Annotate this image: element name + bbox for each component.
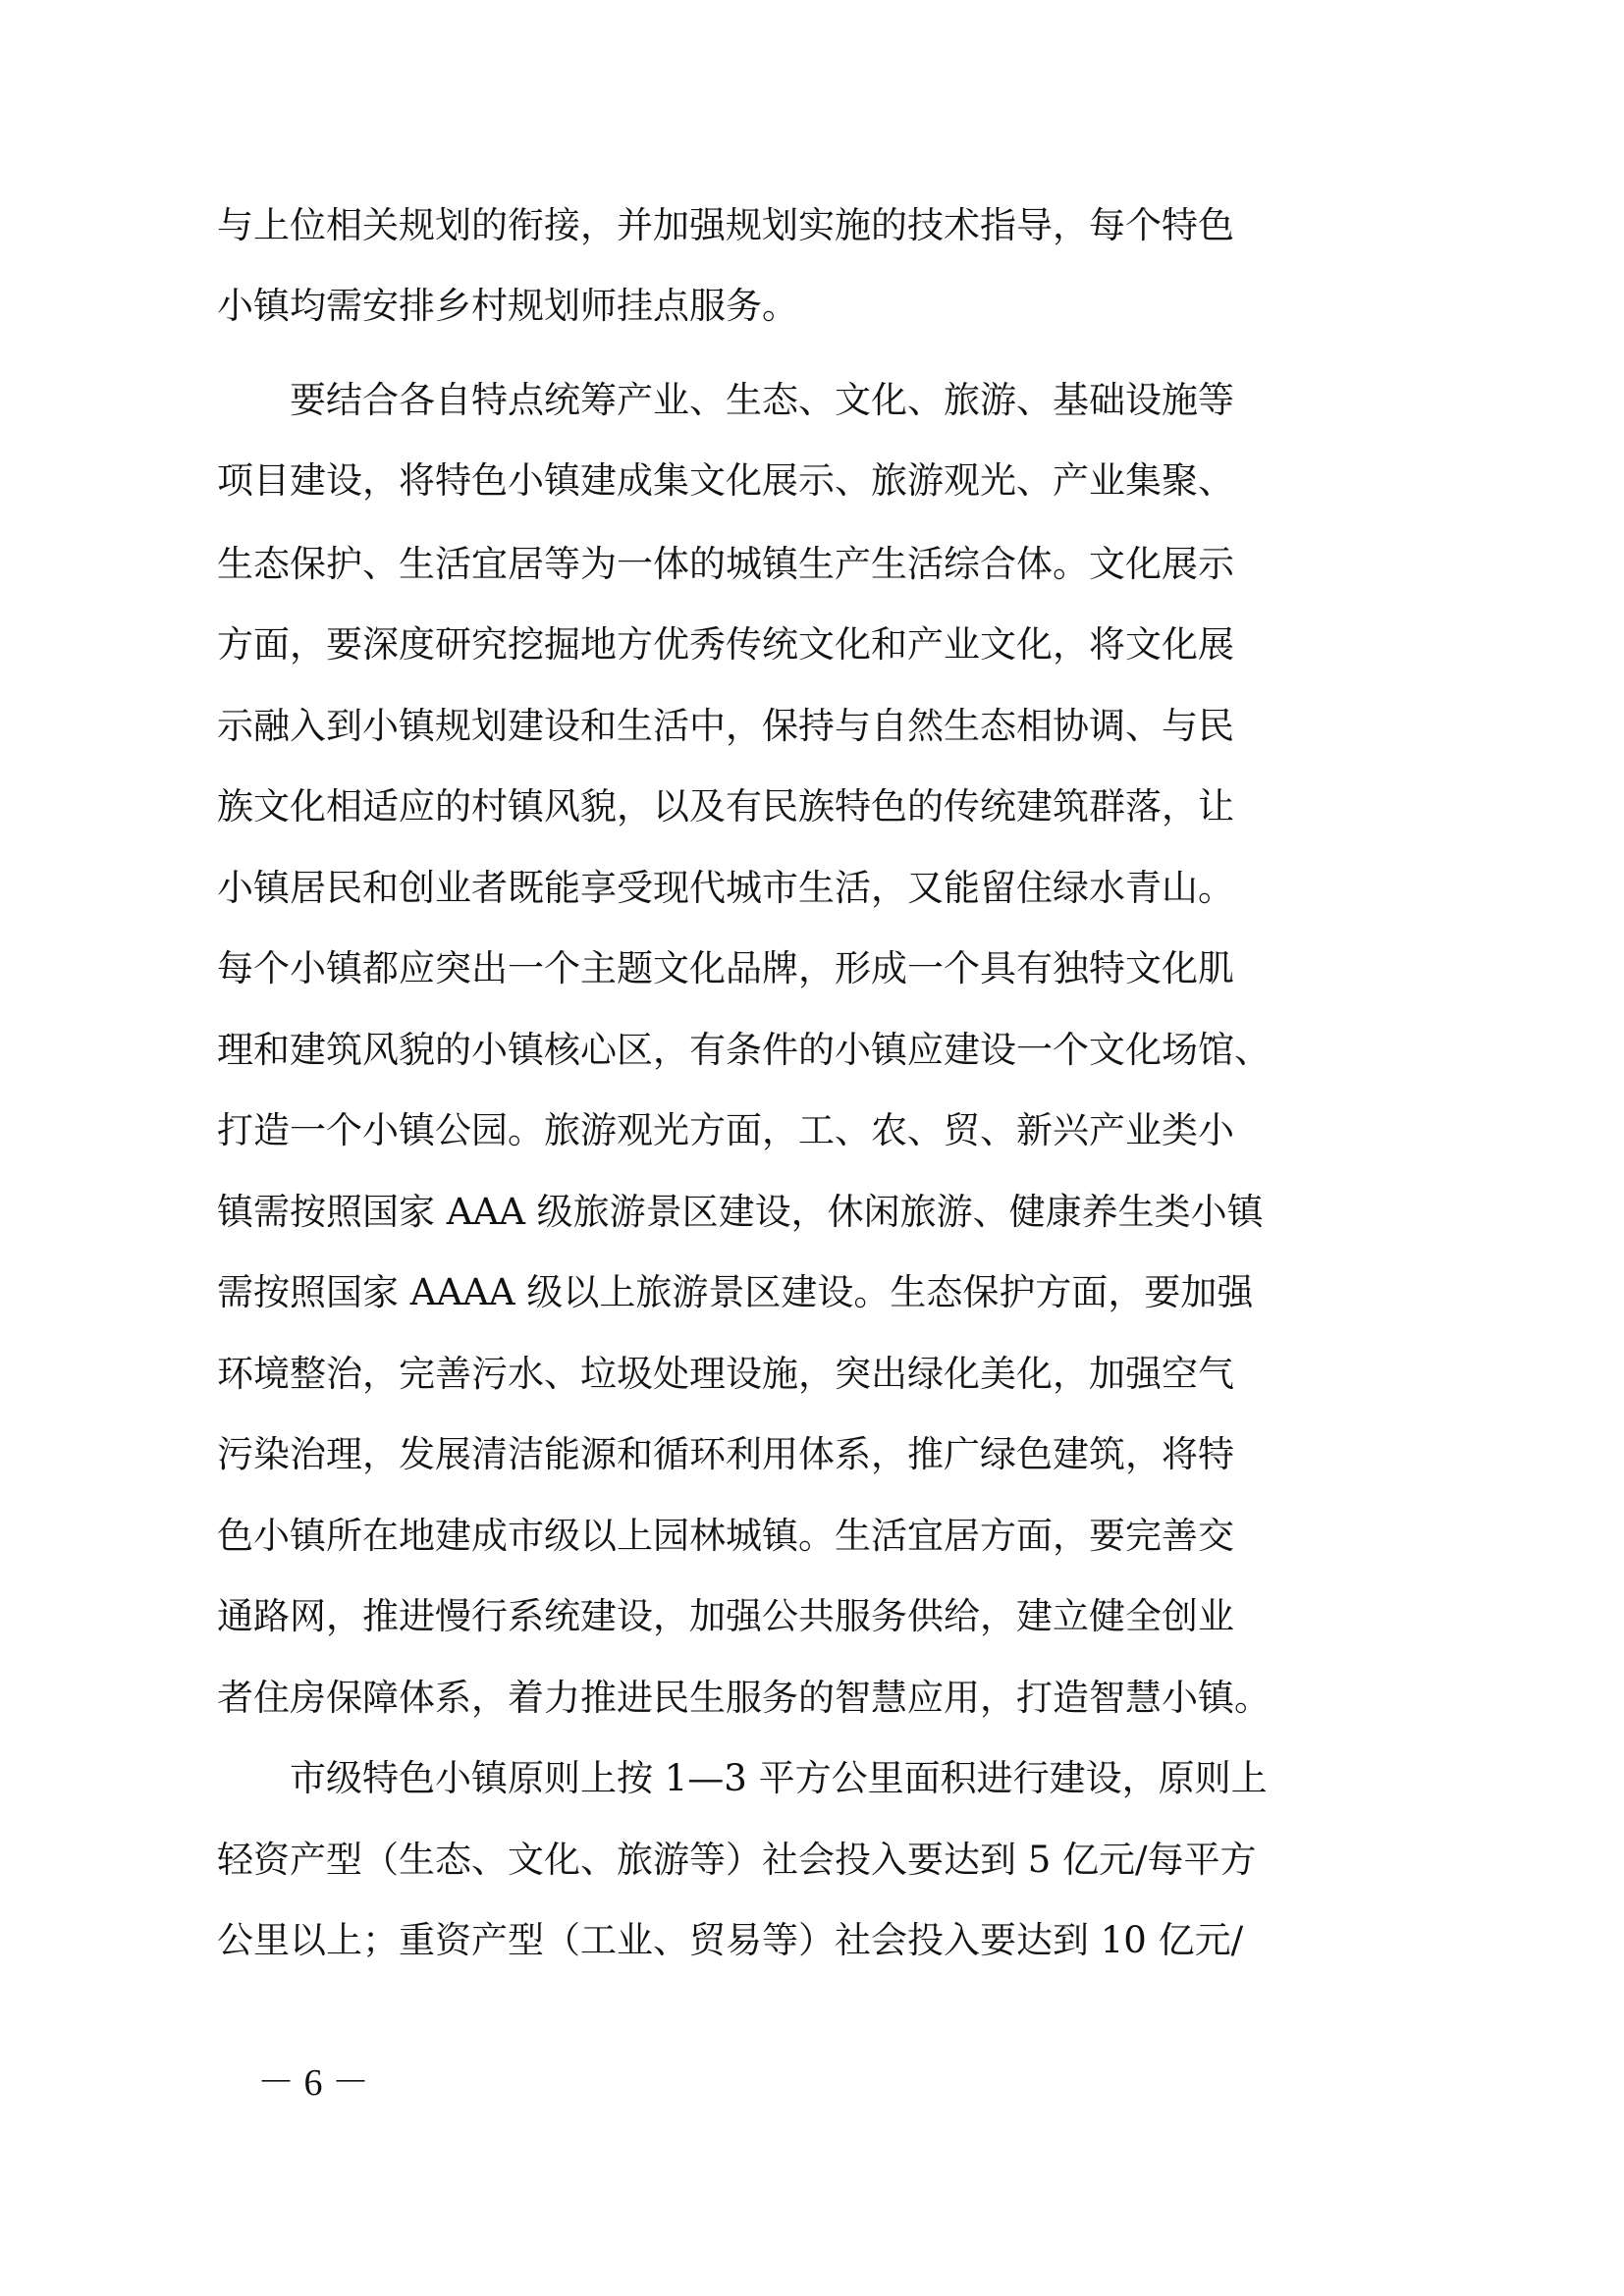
text-line: 生态保护、生活宜居等为一体的城镇生产生活综合体。文化展示 [217, 543, 1234, 585]
text-line: 污染治理，发展清洁能源和循环利用体系，推广绿色建筑，将特 [217, 1433, 1234, 1475]
text-line: 市级特色小镇原则上按 1—3 平方公里面积进行建设，原则上 [217, 1757, 1268, 1799]
text-line: 小镇居民和创业者既能享受现代城市生活，又能留住绿水青山。 [217, 867, 1234, 909]
text-line: 理和建筑风貌的小镇核心区，有条件的小镇应建设一个文化场馆、 [217, 1029, 1271, 1071]
text-line: 轻资产型（生态、文化、旅游等）社会投入要达到 5 亿元/每平方 [217, 1839, 1257, 1881]
text-line: 小镇均需安排乡村规划师挂点服务。 [217, 285, 798, 327]
text-line: 公里以上；重资产型（工业、贸易等）社会投入要达到 10 亿元/ [217, 1919, 1244, 1961]
text-line: 镇需按照国家 AAA 级旅游景区建设，休闲旅游、健康养生类小镇 [217, 1191, 1264, 1233]
text-line: 与上位相关规划的衔接，并加强规划实施的技术指导，每个特色 [217, 204, 1234, 246]
page-number: － 6 － [257, 2062, 370, 2104]
text-line: 需按照国家 AAAA 级以上旅游景区建设。生态保护方面，要加强 [217, 1271, 1254, 1313]
text-line: 者住房保障体系，着力推进民生服务的智慧应用，打造智慧小镇。 [217, 1677, 1271, 1719]
text-line: 示融入到小镇规划建设和生活中，保持与自然生态相协调、与民 [217, 705, 1234, 747]
text-line: 每个小镇都应突出一个主题文化品牌，形成一个具有独特文化肌 [217, 947, 1234, 989]
text-line: 要结合各自特点统筹产业、生态、文化、旅游、基础设施等 [217, 379, 1234, 421]
text-line: 环境整治，完善污水、垃圾处理设施，突出绿化美化，加强空气 [217, 1353, 1234, 1395]
text-line: 族文化相适应的村镇风貌，以及有民族特色的传统建筑群落，让 [217, 785, 1234, 828]
text-line: 方面，要深度研究挖掘地方优秀传统文化和产业文化，将文化展 [217, 623, 1234, 666]
text-line: 项目建设，将特色小镇建成集文化展示、旅游观光、产业集聚、 [217, 459, 1234, 502]
text-line: 打造一个小镇公园。旅游观光方面，工、农、贸、新兴产业类小 [217, 1109, 1234, 1151]
text-line: 通路网，推进慢行系统建设，加强公共服务供给，建立健全创业 [217, 1595, 1234, 1637]
text-line: 色小镇所在地建成市级以上园林城镇。生活宜居方面，要完善交 [217, 1515, 1234, 1557]
